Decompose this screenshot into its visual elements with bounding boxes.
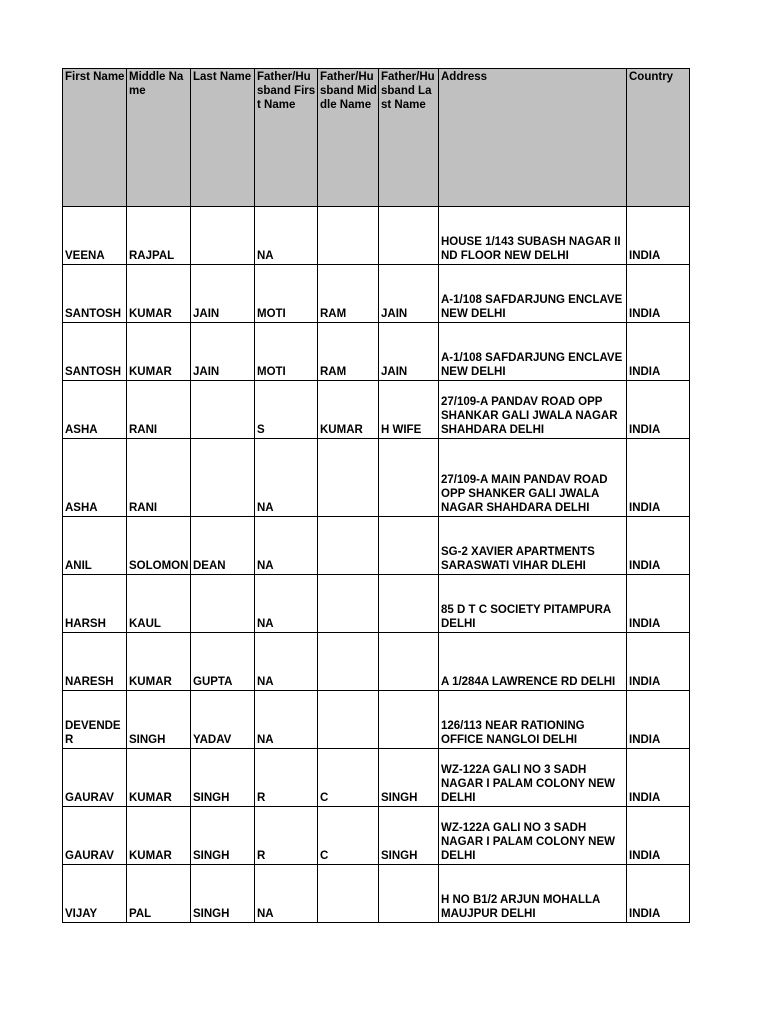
- records-table: [62, 68, 690, 923]
- table-row: [63, 517, 690, 575]
- cell-first-name: GAURAV: [63, 749, 127, 807]
- cell-middle-name: KUMAR: [127, 323, 191, 381]
- cell-first-name: ANIL: [63, 517, 127, 575]
- col-header-first-name: First Name: [63, 69, 127, 207]
- cell-fh-last-name: SINGH: [379, 749, 439, 807]
- cell-address: A 1/284A LAWRENCE RD DELHI: [439, 633, 627, 691]
- cell-fh-last-name: [379, 207, 439, 265]
- table-row: [63, 575, 690, 633]
- cell-fh-last-name: [379, 517, 439, 575]
- cell-middle-name: KUMAR: [127, 807, 191, 865]
- cell-fh-last-name: JAIN: [379, 265, 439, 323]
- cell-middle-name: KUMAR: [127, 749, 191, 807]
- cell-last-name: [191, 207, 255, 265]
- cell-middle-name: PAL: [127, 865, 191, 923]
- cell-fh-first-name: NA: [255, 517, 318, 575]
- cell-first-name: ASHA: [63, 439, 127, 517]
- cell-address: WZ-122A GALI NO 3 SADH NAGAR I PALAM COLONY NEW DELHI: [439, 807, 627, 865]
- cell-fh-middle-name: C: [318, 807, 379, 865]
- cell-fh-first-name: MOTI: [255, 265, 318, 323]
- cell-address: 27/109-A MAIN PANDAV ROAD OPP SHANKER GALI JWALA NAGAR SHAHDARA DELHI: [439, 439, 627, 517]
- cell-fh-middle-name: C: [318, 749, 379, 807]
- cell-fh-first-name: R: [255, 749, 318, 807]
- table-row: [63, 265, 690, 323]
- header-row: [63, 69, 690, 207]
- col-header-father-husband-last-name: Father/Husband Last Name: [379, 69, 439, 207]
- cell-first-name: VIJAY: [63, 865, 127, 923]
- col-header-country: Country: [627, 69, 690, 207]
- cell-middle-name: RAJPAL: [127, 207, 191, 265]
- col-header-last-name: Last Name: [191, 69, 255, 207]
- table-row: [63, 633, 690, 691]
- cell-fh-middle-name: RAM: [318, 323, 379, 381]
- cell-fh-first-name: NA: [255, 439, 318, 517]
- cell-fh-first-name: R: [255, 807, 318, 865]
- cell-country: INDIA: [627, 381, 690, 439]
- cell-fh-first-name: S: [255, 381, 318, 439]
- cell-last-name: [191, 381, 255, 439]
- cell-address: 27/109-A PANDAV ROAD OPP SHANKAR GALI JWALA NAGAR SHAHDARA DELHI: [439, 381, 627, 439]
- cell-fh-first-name: NA: [255, 633, 318, 691]
- cell-fh-last-name: H WIFE: [379, 381, 439, 439]
- col-header-father-husband-first-name: Father/Husband First Name: [255, 69, 318, 207]
- cell-first-name: SANTOSH: [63, 323, 127, 381]
- cell-country: INDIA: [627, 517, 690, 575]
- cell-fh-middle-name: [318, 865, 379, 923]
- cell-fh-last-name: [379, 691, 439, 749]
- cell-country: INDIA: [627, 575, 690, 633]
- cell-fh-middle-name: RAM: [318, 265, 379, 323]
- cell-fh-last-name: [379, 865, 439, 923]
- cell-address: HOUSE 1/143 SUBASH NAGAR II ND FLOOR NEW DELHI: [439, 207, 627, 265]
- cell-fh-first-name: NA: [255, 691, 318, 749]
- cell-country: INDIA: [627, 265, 690, 323]
- cell-first-name: ASHA: [63, 381, 127, 439]
- cell-last-name: SINGH: [191, 865, 255, 923]
- cell-middle-name: RANI: [127, 381, 191, 439]
- table-row: [63, 439, 690, 517]
- cell-last-name: SINGH: [191, 749, 255, 807]
- table-row: [63, 207, 690, 265]
- cell-first-name: SANTOSH: [63, 265, 127, 323]
- cell-middle-name: KUMAR: [127, 265, 191, 323]
- cell-fh-middle-name: [318, 207, 379, 265]
- col-header-middle-name: Middle Name: [127, 69, 191, 207]
- cell-country: INDIA: [627, 691, 690, 749]
- table-row: [63, 381, 690, 439]
- cell-address: 126/113 NEAR RATIONING OFFICE NANGLOI DELHI: [439, 691, 627, 749]
- table-row: [63, 323, 690, 381]
- cell-fh-last-name: [379, 575, 439, 633]
- cell-country: INDIA: [627, 207, 690, 265]
- cell-middle-name: KAUL: [127, 575, 191, 633]
- cell-last-name: DEAN: [191, 517, 255, 575]
- cell-last-name: JAIN: [191, 265, 255, 323]
- cell-last-name: [191, 439, 255, 517]
- cell-middle-name: KUMAR: [127, 633, 191, 691]
- cell-country: INDIA: [627, 633, 690, 691]
- cell-fh-last-name: [379, 633, 439, 691]
- cell-fh-middle-name: [318, 691, 379, 749]
- cell-fh-first-name: NA: [255, 575, 318, 633]
- cell-last-name: SINGH: [191, 807, 255, 865]
- cell-address: 85 D T C SOCIETY PITAMPURA DELHI: [439, 575, 627, 633]
- cell-fh-last-name: [379, 439, 439, 517]
- cell-fh-middle-name: [318, 439, 379, 517]
- cell-first-name: VEENA: [63, 207, 127, 265]
- cell-country: INDIA: [627, 865, 690, 923]
- cell-address: H NO B1/2 ARJUN MOHALLA MAUJPUR DELHI: [439, 865, 627, 923]
- cell-first-name: DEVENDER: [63, 691, 127, 749]
- cell-fh-first-name: NA: [255, 207, 318, 265]
- cell-last-name: [191, 575, 255, 633]
- cell-fh-middle-name: [318, 517, 379, 575]
- cell-fh-middle-name: KUMAR: [318, 381, 379, 439]
- col-header-father-husband-middle-name: Father/Husband Middle Name: [318, 69, 379, 207]
- cell-country: INDIA: [627, 749, 690, 807]
- cell-fh-middle-name: [318, 575, 379, 633]
- cell-fh-last-name: JAIN: [379, 323, 439, 381]
- cell-fh-first-name: NA: [255, 865, 318, 923]
- table-row: [63, 691, 690, 749]
- cell-country: INDIA: [627, 807, 690, 865]
- cell-address: SG-2 XAVIER APARTMENTS SARASWATI VIHAR DLEHI: [439, 517, 627, 575]
- cell-fh-first-name: MOTI: [255, 323, 318, 381]
- cell-first-name: NARESH: [63, 633, 127, 691]
- cell-fh-middle-name: [318, 633, 379, 691]
- cell-first-name: HARSH: [63, 575, 127, 633]
- cell-last-name: YADAV: [191, 691, 255, 749]
- cell-last-name: GUPTA: [191, 633, 255, 691]
- cell-country: INDIA: [627, 323, 690, 381]
- cell-address: A-1/108 SAFDARJUNG ENCLAVE NEW DELHI: [439, 323, 627, 381]
- table-row: [63, 807, 690, 865]
- cell-address: WZ-122A GALI NO 3 SADH NAGAR I PALAM COLONY NEW DELHI: [439, 749, 627, 807]
- cell-middle-name: RANI: [127, 439, 191, 517]
- col-header-address: Address: [439, 69, 627, 207]
- table-row: [63, 865, 690, 923]
- cell-middle-name: SINGH: [127, 691, 191, 749]
- cell-first-name: GAURAV: [63, 807, 127, 865]
- cell-fh-last-name: SINGH: [379, 807, 439, 865]
- table-row: [63, 749, 690, 807]
- cell-middle-name: SOLOMON: [127, 517, 191, 575]
- cell-country: INDIA: [627, 439, 690, 517]
- cell-address: A-1/108 SAFDARJUNG ENCLAVE NEW DELHI: [439, 265, 627, 323]
- cell-last-name: JAIN: [191, 323, 255, 381]
